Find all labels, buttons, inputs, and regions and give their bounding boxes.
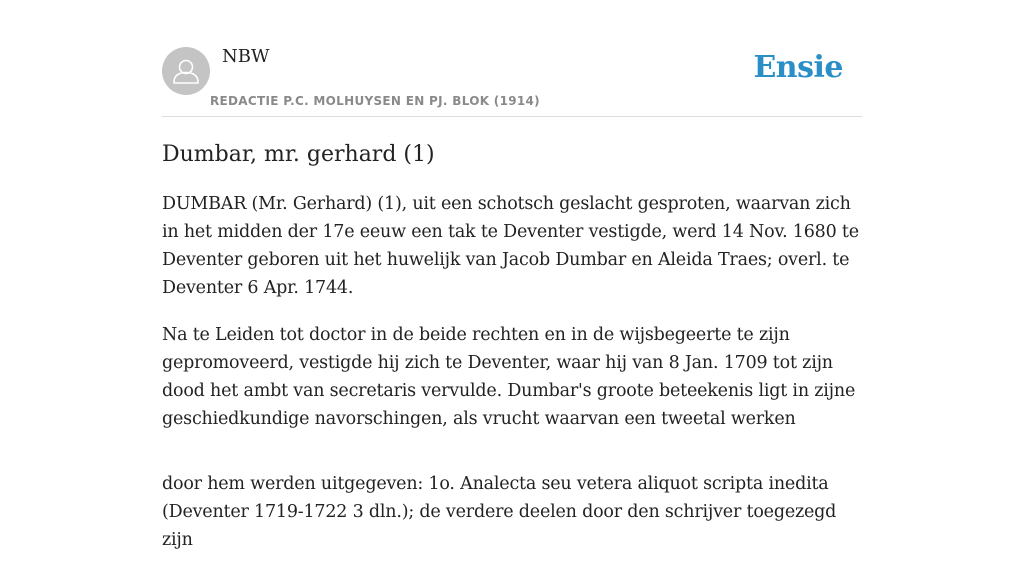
user-silhouette-icon — [162, 47, 210, 95]
article-body — [162, 140, 862, 573]
article-paragraph: DUMBAR (Mr. Gerhard) (1), uit een schotsch geslacht gesproten, waarvan zich in het midden der 17e eeuw een tak te Deventer vestigde, werd 14 Nov. 1680 te Deventer geboren uit het huwelijk van Jacob Dumbar en Aleida Traes; overl. te Deventer 6 Apr. 1744. — [162, 194, 859, 298]
ensie-logo-link[interactable]: Ensie — [753, 50, 843, 85]
article-paragraph: door hem werden uitgegeven: 1o. Analecta seu vetera aliquot scripta inedita (Deventer 1719-1722 3 dln.); de verdere deelen door den schrijver toegezegd zijn — [162, 474, 837, 550]
page-title: Dumbar, mr. gerhard (1) — [162, 142, 435, 167]
article-paragraph: Na te Leiden tot doctor in de beide rechten en in de wijsbegeerte te zijn gepromoveerd, vestigde hij zich te Deventer, waar hij van 8 Jan. 1709 tot zijn dood het ambt van secretaris vervulde. Dumbar's groote beteekenis ligt in zijne geschiedkundige navorschingen, als vrucht waarvan een tweetal werken — [162, 325, 856, 429]
source-name[interactable]: NBW — [222, 46, 270, 67]
source-subtitle: REDACTIE P.C. MOLHUYSEN EN PJ. BLOK (1914) — [210, 94, 540, 108]
source-header — [162, 0, 862, 117]
avatar[interactable] — [162, 47, 210, 95]
